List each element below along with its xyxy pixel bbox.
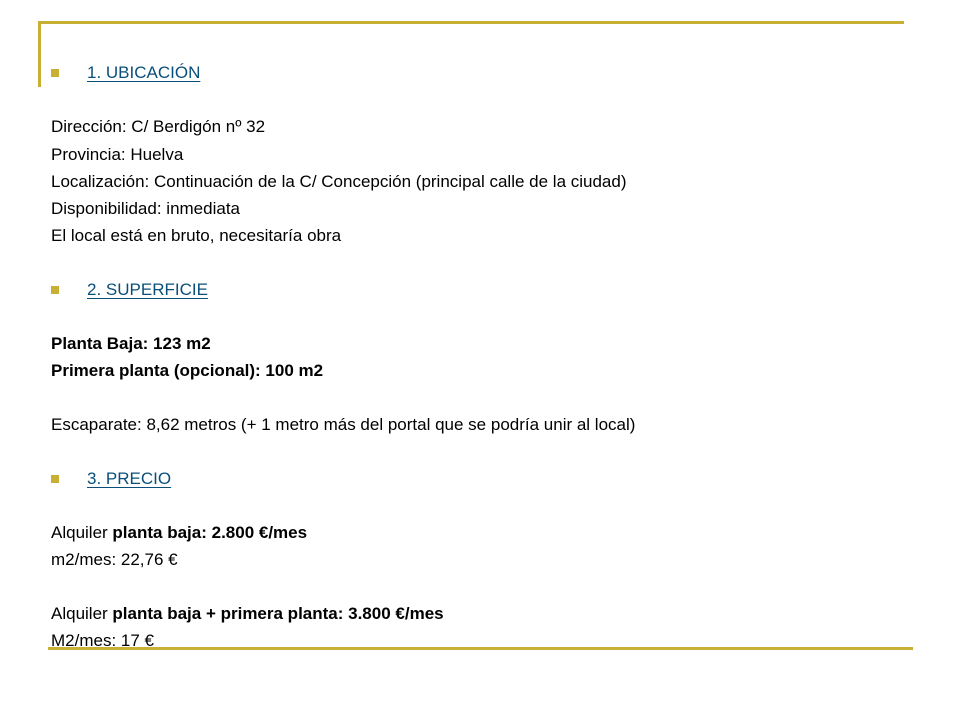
heading-ubicacion-label[interactable]: 1. UBICACIÓN (87, 63, 201, 82)
square-bullet-icon (51, 69, 59, 77)
bottom-rule (48, 647, 913, 650)
heading-precio-label[interactable]: 3. PRECIO (87, 469, 172, 488)
heading-superficie-label[interactable]: 2. SUPERFICIE (87, 280, 208, 299)
disponibilidad-line: Disponibilidad: inmediata (51, 199, 241, 218)
square-bullet-icon (51, 286, 59, 294)
direccion-line: Dirección: C/ Berdigón nº 32 (51, 117, 266, 136)
alquiler-prefix: Alquiler (51, 604, 113, 623)
escaparate-line: Escaparate: 8,62 metros (+ 1 metro más del portal que se podría unir al local) (51, 415, 636, 434)
localizacion-line: Localización: Continuación de la C/ Concepción (principal calle de la ciudad) (51, 172, 627, 191)
square-bullet-icon (51, 475, 59, 483)
top-rule (38, 21, 904, 24)
left-rule (38, 21, 41, 87)
alquiler-planta-baja-line (51, 523, 307, 543)
primera-planta-line: Primera planta (opcional): 100 m2 (51, 361, 324, 380)
m2-mes-ambas-plantas-line: M2/mes: 17 € (51, 631, 154, 650)
alquiler-prefix: Alquiler (51, 523, 113, 542)
planta-baja-line: Planta Baja: 123 m2 (51, 334, 211, 353)
provincia-line: Provincia: Huelva (51, 145, 184, 164)
estado-line: El local está en bruto, necesitaría obra (51, 226, 342, 245)
alquiler-planta-baja-price: planta baja: 2.800 €/mes (112, 523, 308, 542)
alquiler-ambas-plantas-line (51, 604, 444, 624)
m2-mes-planta-baja-line: m2/mes: 22,76 € (51, 550, 178, 569)
alquiler-ambas-plantas-price: planta baja + primera planta: 3.800 €/mes (112, 604, 444, 623)
